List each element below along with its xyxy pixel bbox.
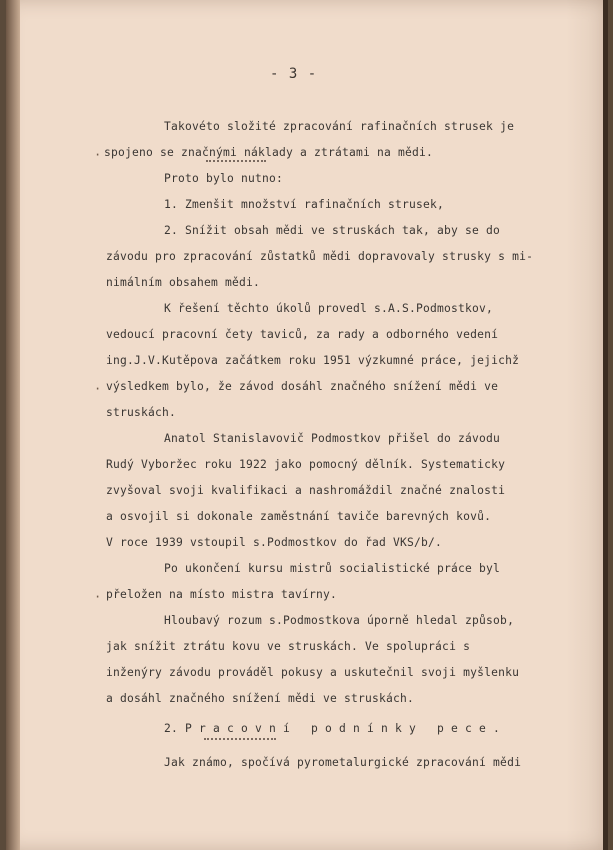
text-line-19: přeložen na místo mistra tavírny. (106, 588, 338, 601)
text-line-12: struskách. (106, 406, 177, 419)
text-line-4: 1. Zmenšit množství rafinačních strusek, (164, 198, 445, 211)
text-line-13: Anatol Stanislavovič Podmostkov přišel do závodu (164, 432, 501, 445)
margin-tick: · (94, 590, 102, 604)
text-line-25: Jak známo, spočívá pyrometalurgické zpracování mědi (164, 756, 522, 769)
margin-tick: · (94, 382, 102, 396)
text-line-18: Po ukončení kursu mistrů socialistické práce byl (164, 562, 501, 575)
margin-tick: · (94, 148, 102, 162)
page-right-edge (603, 0, 608, 850)
text-line-5: 2. Snížit obsah mědi ve struskách tak, aby se do (164, 224, 501, 237)
text-line-7: nimálním obsahem mědi. (106, 276, 261, 289)
text-line-9: vedoucí pracovní čety taviců, za rady a odborného vedení (106, 328, 499, 341)
text-line-3: Proto bylo nutno: (164, 172, 284, 185)
text-line-11: výsledkem bylo, že závod dosáhl značného snížení mědi ve (106, 380, 499, 393)
text-line-2: spojeno se značnými náklady a ztrátami na mědi. (104, 146, 434, 159)
text-line-6: závodu pro zpracování zůstatků mědi dopravovaly strusky s mi- (106, 250, 534, 263)
document-page (6, 0, 608, 850)
text-line-14: Rudý Vyboržec roku 1922 jako pomocný dělník. Systematicky (106, 458, 506, 471)
text-line-15: zvyšoval svoji kvalifikaci a nashromáždil značné znalosti (106, 484, 506, 497)
page-number: - 3 - (270, 66, 318, 82)
text-line-20: Hloubavý rozum s.Podmostkova úporně hledal způsob, (164, 614, 515, 627)
dotted-underline (206, 158, 266, 162)
section-heading: 2. P r a c o v n í p o d n í n k y p e c e . (164, 722, 501, 735)
heading-dotted-underline (204, 736, 276, 740)
page-binding-shadow (6, 0, 20, 850)
text-line-17: V roce 1939 vstoupil s.Podmostkov do řad VKS/b/. (106, 536, 443, 549)
text-line-16: a osvojil si dokonale zaměstnání taviče barevných kovů. (106, 510, 492, 523)
text-line-1: Takovéto složité zpracování rafinačních strusek je (164, 120, 515, 133)
text-line-10: ing.J.V.Kutěpova začátkem roku 1951 výzkumné práce, jejichž (106, 354, 520, 367)
text-line-22: inženýry závodu prováděl pokusy a uskutečnil svoji myšlenku (106, 666, 520, 679)
text-line-21: jak snížit ztrátu kovu ve struskách. Ve spolupráci s (106, 640, 471, 653)
text-line-8: K řešení těchto úkolů provedl s.A.S.Podmostkov, (164, 302, 494, 315)
text-line-23: a dosáhl značného snížení mědi ve struskách. (106, 692, 415, 705)
